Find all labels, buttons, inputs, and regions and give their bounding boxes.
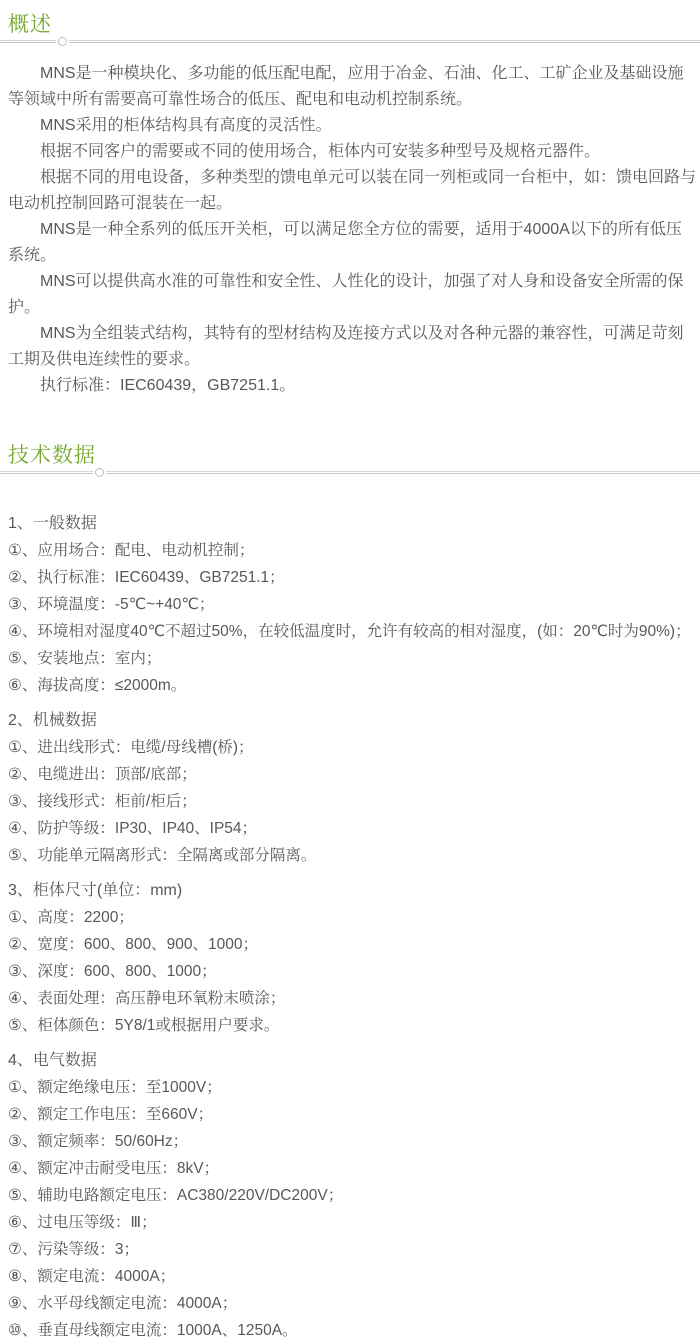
tech-group-cabinet-dimensions	[8, 877, 697, 1039]
spec-item: ⑤、安装地点：室内；	[8, 650, 162, 667]
spec-item: ①、额定绝缘电压：至1000V；	[8, 1079, 222, 1096]
group-heading: 1、一般数据	[8, 515, 97, 532]
spec-item: ②、执行标准：IEC60439、GB7251.1；	[8, 569, 285, 586]
overview-paragraph: MNS可以提供高水准的可靠性和安全性、人性化的设计，加强了对人身和设备安全所需的保护。	[8, 273, 684, 316]
spec-item: ②、额定工作电压：至660V；	[8, 1106, 214, 1123]
spec-item: ⑤、柜体颜色：5Y8/1或根据用户要求。	[8, 1017, 280, 1034]
spec-item: ⑤、功能单元隔离形式：全隔离或部分隔离。	[8, 847, 317, 864]
spec-item: ⑩、垂直母线额定电流：1000A、1250A。	[8, 1322, 298, 1339]
overview-paragraph: MNS是一种模块化、多功能的低压配电配，应用于冶金、石油、化工、工矿企业及基础设施等领域中所有需要高可靠性场合的低压、配电和电动机控制系统。	[8, 65, 684, 108]
spec-item: ④、表面处理：高压静电环氧粉末喷涂；	[8, 990, 286, 1007]
overview-divider	[0, 40, 700, 43]
tech-group-general-data	[8, 510, 697, 699]
spec-item: ②、宽度：600、800、900、1000；	[8, 936, 258, 953]
group-heading: 4、电气数据	[8, 1052, 97, 1069]
spec-item: ①、进出线形式：电缆/母线槽(桥)；	[8, 739, 254, 756]
overview-paragraphs	[0, 61, 700, 399]
overview-paragraph: MNS采用的柜体结构具有高度的灵活性。	[40, 117, 332, 134]
spec-item: ③、接线形式：柜前/柜后；	[8, 793, 197, 810]
spec-item: ③、额定频率：50/60Hz；	[8, 1133, 189, 1150]
spec-item: ④、额定冲击耐受电压：8kV；	[8, 1160, 220, 1177]
section-overview	[0, 0, 700, 399]
spec-item: ①、高度：2200；	[8, 909, 134, 926]
group-heading: 2、机械数据	[8, 712, 97, 729]
overview-paragraph: 根据不同的用电设备，多种类型的馈电单元可以装在同一列柜或同一台柜中，如：馈电回路与电动机控制回路可混装在一起。	[8, 169, 697, 212]
overview-paragraph: MNS为全组装式结构，其特有的型材结构及连接方式以及对各种元器的兼容性，可满足苛刻工期及供电连续性的要求。	[8, 325, 684, 368]
technical-divider	[0, 471, 700, 474]
overview-paragraph: 执行标准：IEC60439，GB7251.1。	[40, 377, 296, 394]
spec-item: ⑦、污染等级：3；	[8, 1241, 140, 1258]
group-heading: 3、柜体尺寸(单位：mm)	[8, 882, 183, 899]
overview-section-title: 概述	[8, 13, 52, 36]
technical-groups	[0, 510, 700, 1344]
tech-group-electrical-data	[8, 1047, 697, 1344]
spec-item: ①、应用场合：配电、电动机控制；	[8, 542, 255, 559]
spec-item: ③、环境温度：-5℃~+40℃；	[8, 596, 215, 613]
technical-section-title: 技术数据	[8, 444, 96, 467]
spec-item: ②、电缆进出：顶部/底部；	[8, 766, 197, 783]
divider-circle-ornament	[95, 468, 104, 477]
overview-paragraph: 根据不同客户的需要或不同的使用场合，柜体内可安装多种型号及规格元器件。	[40, 143, 601, 160]
spec-item: ④、环境相对湿度40℃不超过50%，在较低温度时，允许有较高的相对湿度，(如：20℃时为90%)；	[8, 623, 691, 640]
spec-item: ⑥、过电压等级：Ⅲ；	[8, 1214, 157, 1231]
tech-group-mechanical-data	[8, 707, 697, 869]
overview-paragraph: MNS是一种全系列的低压开关柜，可以满足您全方位的需要，适用于4000A以下的所有低压系统。	[8, 221, 682, 264]
spec-item: ⑤、辅助电路额定电压：AC380/220V/DC200V；	[8, 1187, 344, 1204]
spec-item: ③、深度：600、800、1000；	[8, 963, 217, 980]
spec-item: ⑥、海拔高度：≤2000m。	[8, 677, 187, 694]
spec-item: ⑧、额定电流：4000A；	[8, 1268, 176, 1285]
section-technical-data	[0, 431, 700, 1344]
spec-item: ④、防护等级：IP30、IP40、IP54；	[8, 820, 258, 837]
divider-circle-ornament	[58, 37, 67, 46]
spec-item: ⑨、水平母线额定电流：4000A；	[8, 1295, 238, 1312]
